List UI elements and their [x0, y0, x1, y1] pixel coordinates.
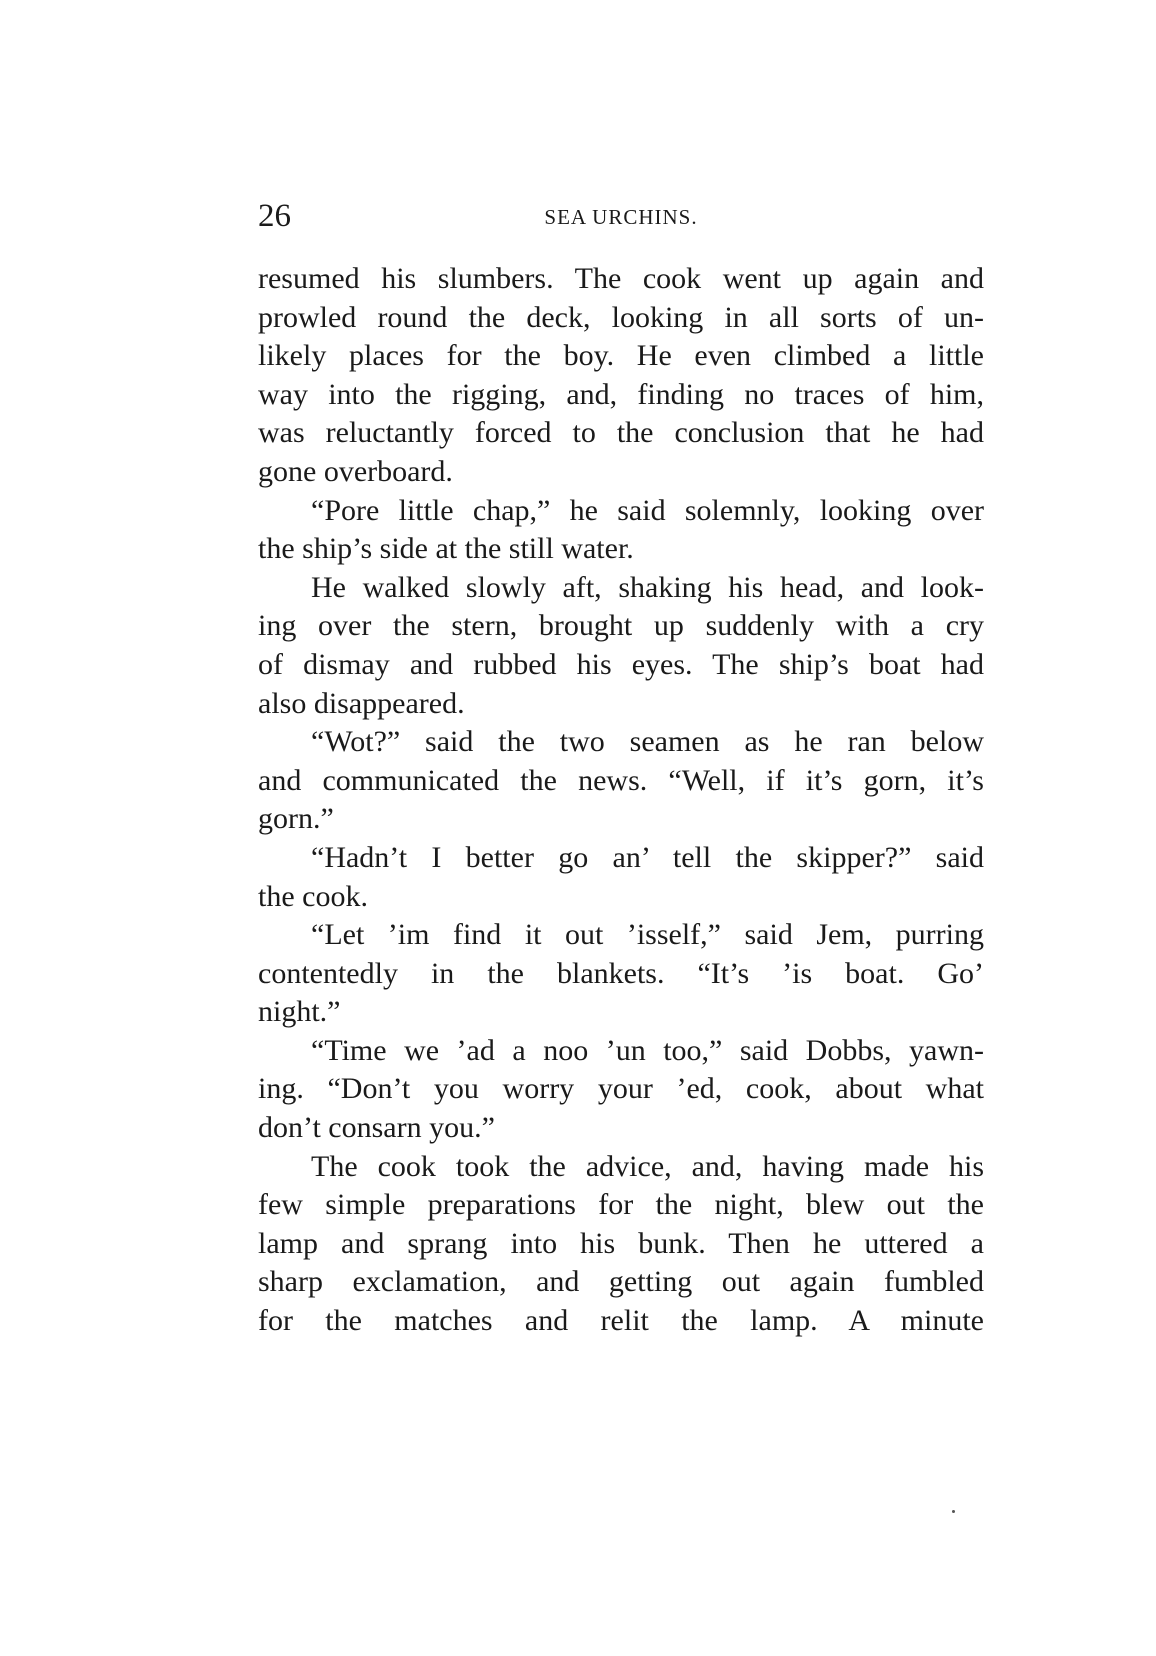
- text-line: “Time we ’ad a noo ’un too,” said Dobbs, yawn-: [311, 1033, 984, 1067]
- text-line: likely places for the boy. He even climbed a little: [258, 339, 984, 373]
- text-line: few simple preparations for the night, blew out the: [258, 1188, 984, 1222]
- text-line: for the matches and relit the lamp. A minute: [258, 1304, 984, 1338]
- text-line: The cook took the advice, and, having made his: [311, 1149, 984, 1183]
- text-line: way into the rigging, and, finding no traces of him,: [258, 377, 984, 411]
- text-line: also disappeared.: [258, 686, 465, 720]
- text-line: the ship’s side at the still water.: [258, 532, 634, 566]
- paper-speck: [952, 1510, 955, 1513]
- text-line: “Pore little chap,” he said solemnly, looking over: [311, 493, 984, 527]
- text-line: “Hadn’t I better go an’ tell the skipper?” said: [311, 840, 984, 874]
- text-line: ing. “Don’t you worry your ’ed, cook, about what: [258, 1072, 984, 1106]
- text-line: ing over the stern, brought up suddenly with a cry: [258, 609, 984, 643]
- text-line: “Let ’im find it out ’isself,” said Jem, purring: [311, 918, 984, 952]
- text-line: “Wot?” said the two seamen as he ran below: [311, 725, 984, 759]
- page-number: 26: [258, 198, 291, 234]
- text-line: sharp exclamation, and getting out again fumbled: [258, 1265, 984, 1299]
- text-line: don’t consarn you.”: [258, 1111, 495, 1145]
- text-line: and communicated the news. “Well, if it’s gorn, it’s: [258, 763, 984, 797]
- text-line: lamp and sprang into his bunk. Then he uttered a: [258, 1226, 984, 1260]
- text-line: resumed his slumbers. The cook went up again and: [258, 262, 984, 295]
- text-line: contentedly in the blankets. “It’s ’is boat. Go’: [258, 956, 984, 990]
- text-line: the cook.: [258, 879, 368, 913]
- text-line: gorn.”: [258, 802, 334, 836]
- text-line: of dismay and rubbed his eyes. The ship’s boat had: [258, 647, 984, 681]
- running-title: SEA URCHINS.: [544, 205, 698, 229]
- text-line: He walked slowly aft, shaking his head, and look-: [311, 570, 984, 604]
- text-line: was reluctantly forced to the conclusion that he had: [258, 416, 984, 450]
- body-text: [258, 260, 984, 1341]
- text-line: gone overboard.: [258, 454, 453, 488]
- running-head: [258, 196, 984, 236]
- text-line: night.”: [258, 995, 341, 1029]
- text-line: prowled round the deck, looking in all sorts of un-: [258, 300, 984, 334]
